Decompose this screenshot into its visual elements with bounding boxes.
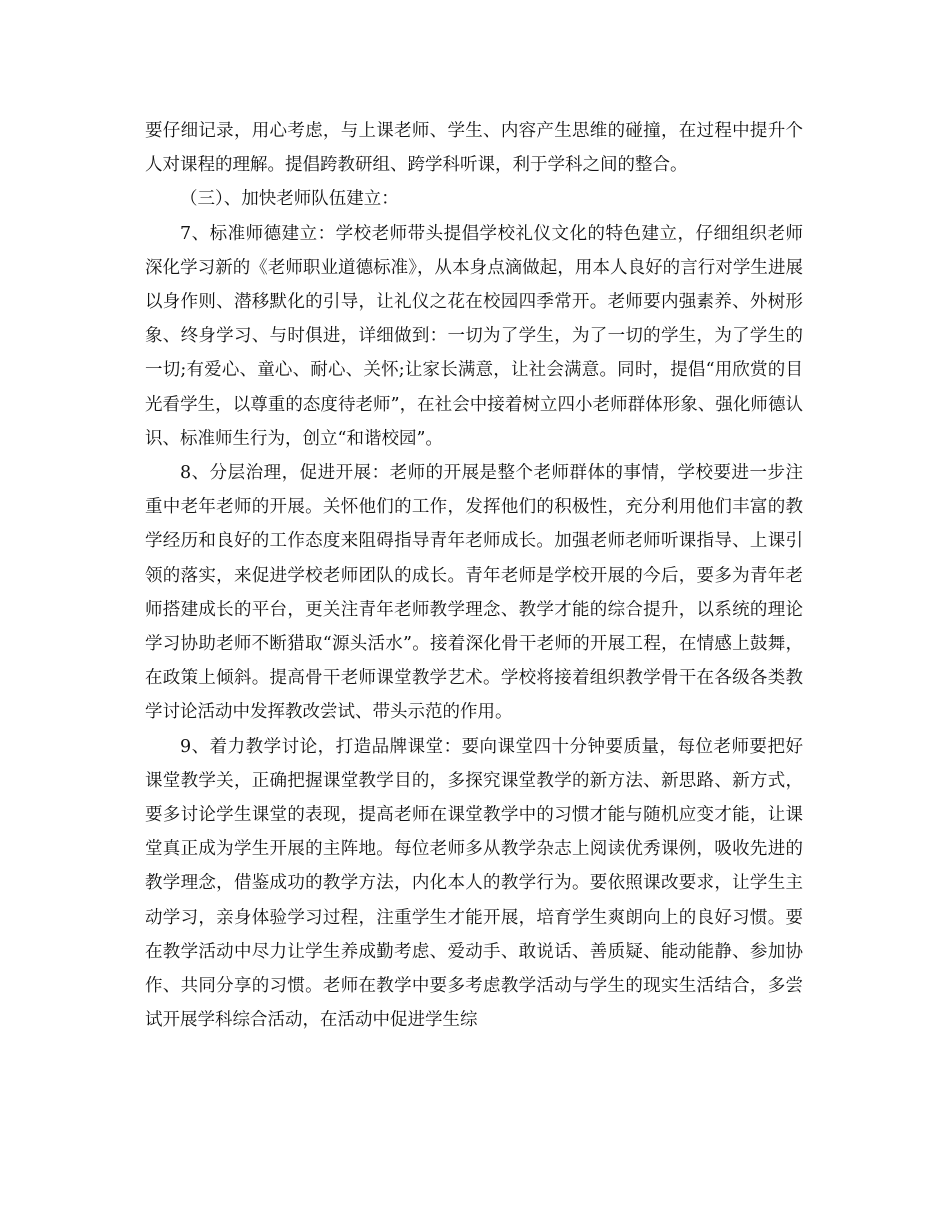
document-body <box>145 114 803 1037</box>
paragraph-continuation: 要仔细记录，用心考虑，与上课老师、学生、内容产生思维的碰撞，在过程中提升个人对课程的理解。提倡跨教研组、跨学科听课，利于学科之间的整合。 <box>145 121 803 176</box>
paragraph-item-8: 8、分层治理，促进开展：老师的开展是整个老师群体的事情，学校要进一步注重中老年老师的开展。关怀他们的工作，发挥他们的积极性，充分利用他们丰富的教学经历和良好的工作态度来阻碍指导青年老师成长。加强老师老师听课指导、上课引领的落实，来促进学校老师团队的成长。青年老师是学校开展的今后，要多为青年老师搭建成长的平台，更关注青年老师教学理念、教学才能的综合提升，以系统的理论学习协助老师不断猎取“源头活水”。接着深化骨干老师的开展工程，在情感上鼓舞，在政策上倾斜。提高骨干老师课堂教学艺术。学校将接着组织教学骨干在各级各类教学讨论活动中发挥教改尝试、带头示范的作用。 <box>145 463 803 723</box>
section-heading-three: （三）、加快老师队伍建立： <box>180 189 399 210</box>
paragraph-item-9: 9、着力教学讨论，打造品牌课堂：要向课堂四十分钟要质量，每位老师要把好课堂教学关，正确把握课堂教学目的，多探究课堂教学的新方法、新思路、新方式，要多讨论学生课堂的表现，提高老师在课堂教学中的习惯才能与随机应变才能，让课堂真正成为学生开展的主阵地。每位老师多从教学杂志上阅读优秀课例，吸收先进的教学理念，借鉴成功的教学方法，内化本人的教学行为。要依照课改要求，让学生主动学习，亲身体验学习过程，注重学生才能开展，培育学生爽朗向上的良好习惯。要在教学活动中尽力让学生养成勤考虑、爱动手、敢说话、善质疑、能动能静、参加协作、共同分享的习惯。老师在教学中要多考虑教学活动与学生的现实生活结合，多尝试开展学科综合活动，在活动中促进学生综 <box>145 736 803 1031</box>
paragraph-item-7: 7、标准师德建立：学校老师带头提倡学校礼仪文化的特色建立，仔细组织老师深化学习新的《老师职业道德标准》，从本身点滴做起，用本人良好的言行对学生进展以身作则、潜移默化的引导，让礼仪之花在校园四季常开。老师要内强素养、外树形象、终身学习、与时俱进，详细做到：一切为了学生，为了一切的学生，为了学生的一切;有爱心、童心、耐心、关怀;让家长满意，让社会满意。同时，提倡“用欣赏的目光看学生，以尊重的态度待老师”，在社会中接着树立四小老师群体形象、强化师德认识、标准师生行为，创立“和谐校园”。 <box>145 223 803 449</box>
